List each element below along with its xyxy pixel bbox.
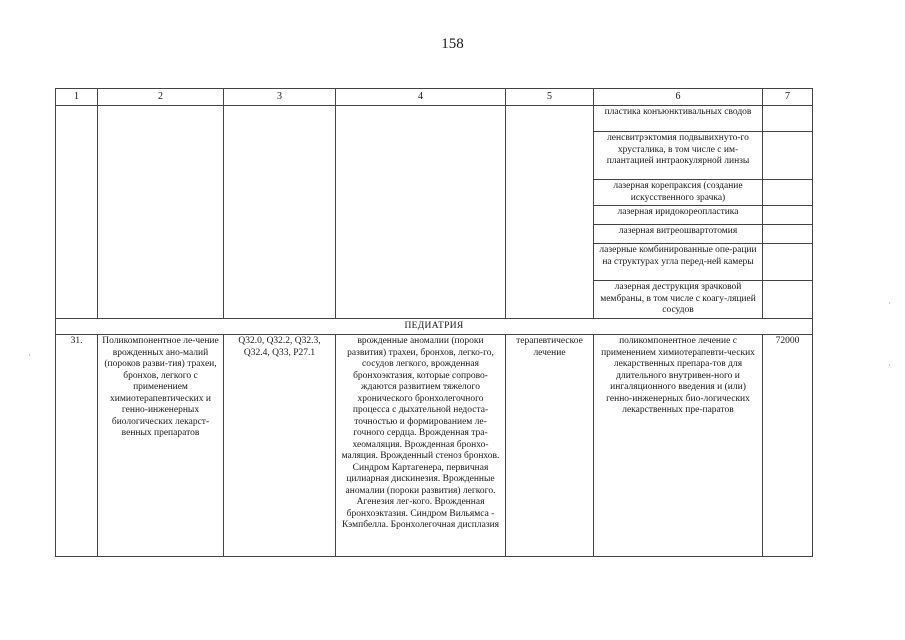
scan-mark: · <box>28 350 31 360</box>
empty-cell-price <box>763 225 813 244</box>
empty-cell-codes <box>224 106 336 319</box>
empty-cell-price <box>763 106 813 132</box>
column-header-1: 1 <box>56 89 98 106</box>
empty-cell-number <box>56 106 98 319</box>
empty-cell-model <box>336 106 506 319</box>
column-header-5: 5 <box>506 89 594 106</box>
column-number-row <box>56 89 813 106</box>
empty-cell-price <box>763 281 813 319</box>
procedure-cell: ленсвитрэктомия подвывихнуто-го хрусталика, в том числе с им-плантацией интраокулярной линзы <box>594 132 763 180</box>
empty-cell-price <box>763 244 813 281</box>
row-number: 31. <box>56 335 98 557</box>
care-type-name: Поликомпонентное ле-чение врожденных ано-малий (пороков разви-тия) трахеи, бронхов, легкого с применением химиотерапевтических и генно-инженерных биологических лекарст-венных препаратов <box>98 335 224 557</box>
procedure-cell: лазерная витреошвартотомия <box>594 225 763 244</box>
procedure-cell: лазерная иридокореопластика <box>594 206 763 225</box>
table-row <box>56 335 813 557</box>
procedure-row <box>56 106 813 132</box>
procedure-cell: лазерная корепраксия (создание искусственного зрачка) <box>594 180 763 206</box>
norm-cost: 72000 <box>763 335 813 557</box>
empty-cell-treatment-type <box>506 106 594 319</box>
procedure-cell: лазерные комбинированные опе-рации на структурах угла перед-ней камеры <box>594 244 763 281</box>
patient-model: врожденные аномалии (пороки развития) трахеи, бронхов, легко-го, сосудов легкого, врожденная бронхоэктазия, которые сопрово-ждаются развитием тяжелого хронического бронхолегочного процесса с дыхательной недоста-точностью и формированием ле-гочного сердца. Врожденная тра-хеомаляция. Врожденная бронхо-маляция. Врожденный стеноз бронхов. Синдром Картагенера, первичная цилиарная дискинезия. Врожденные аномалии (пороки развития) легкого. Агенезия лег-кого. Врожденная бронхоэктазия. Синдром Вильямса - Кэмпбелла. Бронхолегочная дисплазия <box>336 335 506 557</box>
treatment-type: терапевтическое лечение <box>506 335 594 557</box>
procedure-cell: лазерная деструкция зрачковой мембраны, в том числе с коагу-ляцией сосудов <box>594 281 763 319</box>
section-title: ПЕДИАТРИЯ <box>56 319 813 335</box>
procedure-cell: пластика конъюнктивальных сводов <box>594 106 763 132</box>
column-header-2: 2 <box>98 89 224 106</box>
page-number: 158 <box>441 36 464 52</box>
column-header-4: 4 <box>336 89 506 106</box>
column-header-7: 7 <box>763 89 813 106</box>
medical-care-table <box>55 88 813 557</box>
icd-codes: Q32.0, Q32.2, Q32.3, Q32.4, Q33, P27.1 <box>224 335 336 557</box>
treatment-method: поликомпонентное лечение с применением химиотерапевти-ческих лекарственных препара-тов для длительного внутривен-ного и ингаляционного введения и (или) генно-инженерных био-логических лекарственных пре-паратов <box>594 335 763 557</box>
scan-mark: · <box>888 360 891 370</box>
column-header-3: 3 <box>224 89 336 106</box>
section-row <box>56 319 813 335</box>
empty-cell-price <box>763 206 813 225</box>
empty-cell-name <box>98 106 224 319</box>
scan-mark: · <box>888 298 891 308</box>
column-header-6: 6 <box>594 89 763 106</box>
empty-cell-price <box>763 180 813 206</box>
empty-cell-price <box>763 132 813 180</box>
